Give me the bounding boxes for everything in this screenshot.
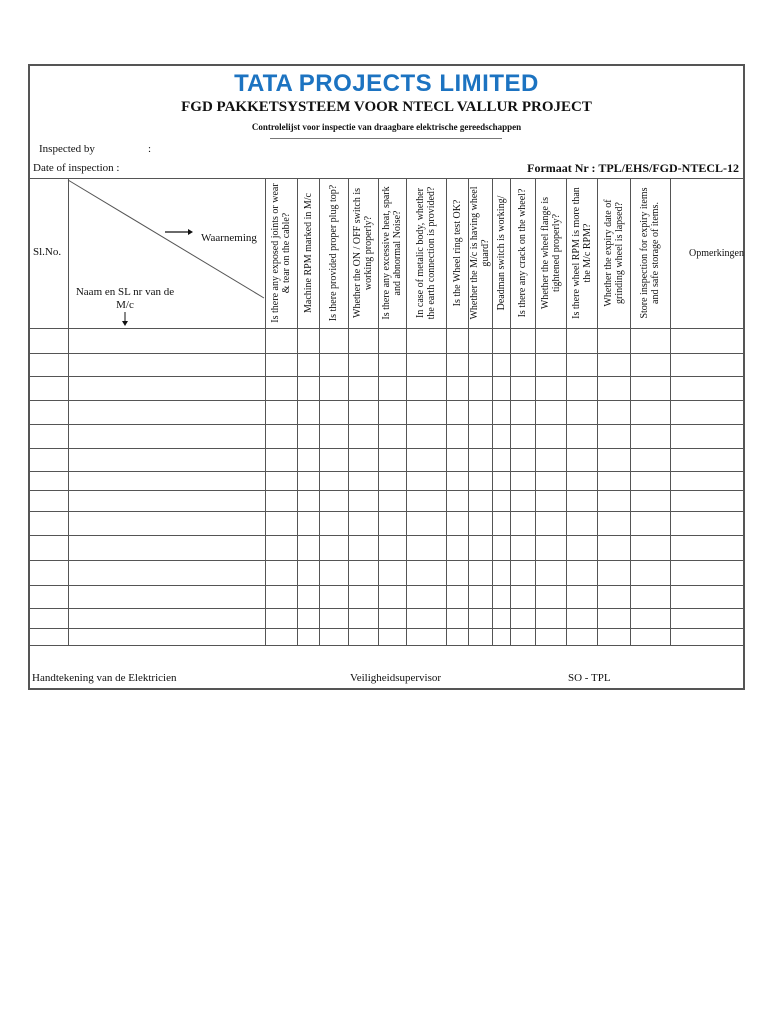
- table-cell[interactable]: [31, 472, 68, 490]
- table-cell[interactable]: [69, 354, 265, 376]
- table-cell[interactable]: [407, 377, 446, 400]
- table-cell[interactable]: [567, 401, 597, 424]
- table-cell[interactable]: [469, 472, 492, 490]
- table-cell[interactable]: [469, 512, 492, 535]
- table-cell[interactable]: [349, 629, 378, 645]
- table-cell[interactable]: [671, 449, 745, 471]
- table-cell[interactable]: [266, 425, 297, 448]
- table-cell[interactable]: [31, 354, 68, 376]
- table-cell[interactable]: [379, 449, 406, 471]
- table-cell[interactable]: [511, 609, 535, 628]
- table-cell[interactable]: [671, 354, 745, 376]
- table-cell[interactable]: [447, 329, 468, 353]
- table-cell[interactable]: [671, 401, 745, 424]
- table-cell[interactable]: [631, 425, 670, 448]
- table-cell[interactable]: [349, 472, 378, 490]
- table-cell[interactable]: [379, 561, 406, 585]
- table-cell[interactable]: [493, 609, 510, 628]
- supervisor-signature-label: Veiligheidsupervisor: [350, 672, 442, 684]
- table-cell[interactable]: [469, 491, 492, 511]
- table-cell[interactable]: [298, 329, 319, 353]
- table-cell[interactable]: [379, 586, 406, 608]
- table-cell[interactable]: [266, 536, 297, 560]
- table-cell[interactable]: [536, 425, 566, 448]
- table-cell[interactable]: [69, 512, 265, 535]
- table-cell[interactable]: [631, 561, 670, 585]
- table-row: [30, 425, 745, 448]
- table-cell[interactable]: [493, 472, 510, 490]
- table-cell[interactable]: [379, 472, 406, 490]
- table-cell[interactable]: [69, 586, 265, 608]
- table-cell[interactable]: [469, 329, 492, 353]
- waarneming-arrowhead-icon: [188, 229, 193, 235]
- table-cell[interactable]: [349, 377, 378, 400]
- company-logo: [30, 70, 743, 98]
- table-row: [30, 536, 745, 560]
- table-cell[interactable]: [31, 491, 68, 511]
- table-cell[interactable]: [493, 449, 510, 471]
- logo-text: PROJECTS LIMITED: [298, 70, 539, 97]
- table-cell[interactable]: [567, 586, 597, 608]
- table-cell[interactable]: [671, 536, 745, 560]
- table-cell[interactable]: [469, 449, 492, 471]
- table-cell[interactable]: [379, 401, 406, 424]
- table-cell[interactable]: [469, 609, 492, 628]
- table-cell[interactable]: [298, 491, 319, 511]
- table-cell[interactable]: [320, 354, 348, 376]
- table-cell[interactable]: [567, 329, 597, 353]
- table-cell[interactable]: [349, 491, 378, 511]
- table-cell[interactable]: [598, 449, 630, 471]
- table-cell[interactable]: [493, 329, 510, 353]
- table-cell[interactable]: [266, 586, 297, 608]
- table-cell[interactable]: [349, 609, 378, 628]
- table-cell[interactable]: [631, 377, 670, 400]
- table-cell[interactable]: [447, 512, 468, 535]
- table-cell[interactable]: [631, 536, 670, 560]
- table-cell[interactable]: [671, 425, 745, 448]
- question-header: Whether the wheel flange is tightened properly?: [539, 196, 562, 310]
- table-cell[interactable]: [31, 609, 68, 628]
- table-cell[interactable]: [31, 629, 68, 645]
- table-cell[interactable]: [511, 329, 535, 353]
- table-cell[interactable]: [407, 536, 446, 560]
- table-cell[interactable]: [671, 629, 745, 645]
- table-cell[interactable]: [31, 329, 68, 353]
- table-row: [30, 491, 745, 511]
- table-row: [30, 449, 745, 471]
- table-cell[interactable]: [671, 512, 745, 535]
- table-cell[interactable]: [379, 377, 406, 400]
- table-cell[interactable]: [493, 401, 510, 424]
- table-cell[interactable]: [671, 491, 745, 511]
- table-cell[interactable]: [536, 329, 566, 353]
- table-cell[interactable]: [447, 472, 468, 490]
- table-cell[interactable]: [598, 512, 630, 535]
- table-row: [30, 561, 745, 585]
- table-cell[interactable]: [536, 536, 566, 560]
- table-cell[interactable]: [407, 586, 446, 608]
- table-cell[interactable]: [320, 401, 348, 424]
- table-cell[interactable]: [407, 354, 446, 376]
- table-cell[interactable]: [536, 449, 566, 471]
- table-cell[interactable]: [511, 354, 535, 376]
- question-header: Whether the ON / OFF switch is working properly?: [352, 188, 374, 318]
- table-cell[interactable]: [631, 586, 670, 608]
- table-cell[interactable]: [493, 586, 510, 608]
- table-cell[interactable]: [320, 377, 348, 400]
- table-cell[interactable]: [536, 561, 566, 585]
- table-cell[interactable]: [69, 629, 265, 645]
- table-cell[interactable]: [69, 561, 265, 585]
- table-cell[interactable]: [266, 377, 297, 400]
- table-cell[interactable]: [511, 512, 535, 535]
- question-header: Is there any exposed joints or wear & tear on the cable?: [270, 183, 292, 323]
- table-cell[interactable]: [447, 561, 468, 585]
- table-cell[interactable]: [349, 536, 378, 560]
- table-cell[interactable]: [511, 425, 535, 448]
- table-cell[interactable]: [379, 354, 406, 376]
- table-cell[interactable]: [536, 629, 566, 645]
- table-cell[interactable]: [469, 401, 492, 424]
- question-header: Whether the M/c is having wheel guard?: [469, 186, 491, 320]
- table-cell[interactable]: [631, 472, 670, 490]
- table-cell[interactable]: [511, 629, 535, 645]
- table-cell[interactable]: [447, 425, 468, 448]
- table-cell[interactable]: [407, 491, 446, 511]
- question-header: Is there any crack on the wheel?: [517, 188, 528, 318]
- table-cell[interactable]: [567, 354, 597, 376]
- table-cell[interactable]: [493, 491, 510, 511]
- table-cell[interactable]: [567, 512, 597, 535]
- waarneming-header: Waarneming: [201, 232, 257, 244]
- table-cell[interactable]: [379, 425, 406, 448]
- table-cell[interactable]: [379, 512, 406, 535]
- table-cell[interactable]: [320, 449, 348, 471]
- table-cell[interactable]: [631, 491, 670, 511]
- table-cell[interactable]: [493, 425, 510, 448]
- table-cell[interactable]: [493, 354, 510, 376]
- question-header: Machine RPM marked in M/c: [302, 193, 314, 313]
- table-cell[interactable]: [631, 629, 670, 645]
- table-cell[interactable]: [320, 329, 348, 353]
- table-cell[interactable]: [298, 354, 319, 376]
- table-cell[interactable]: [469, 561, 492, 585]
- table-cell[interactable]: [31, 449, 68, 471]
- table-row: [30, 512, 745, 535]
- table-cell[interactable]: [298, 629, 319, 645]
- table-cell[interactable]: [266, 609, 297, 628]
- checklist-table: [30, 178, 745, 645]
- table-row: [30, 401, 745, 424]
- table-cell[interactable]: [469, 629, 492, 645]
- table-cell[interactable]: [536, 586, 566, 608]
- table-cell[interactable]: [407, 512, 446, 535]
- table-cell[interactable]: [407, 472, 446, 490]
- naam-header: Naam en SL nr van de M/c: [75, 286, 175, 311]
- table-cell[interactable]: [598, 629, 630, 645]
- table-cell[interactable]: [469, 354, 492, 376]
- table-cell[interactable]: [469, 586, 492, 608]
- question-header: Is there any excessive heat, spark and abnormal Noise?: [381, 186, 403, 320]
- table-cell[interactable]: [671, 561, 745, 585]
- table-cell[interactable]: [349, 329, 378, 353]
- form-subtitle: Controlelijst voor inspectie van draagbare elektrische gereedschappen: [251, 122, 522, 132]
- table-cell[interactable]: [447, 377, 468, 400]
- table-cell[interactable]: [511, 586, 535, 608]
- table-cell[interactable]: [536, 401, 566, 424]
- table-cell[interactable]: [31, 401, 68, 424]
- table-cell[interactable]: [631, 449, 670, 471]
- table-cell[interactable]: [266, 512, 297, 535]
- electrician-signature-label: Handtekening van de Elektricien: [32, 672, 177, 684]
- table-cell[interactable]: [266, 629, 297, 645]
- table-cell[interactable]: [298, 449, 319, 471]
- table-cell[interactable]: [379, 536, 406, 560]
- table-cell[interactable]: [511, 377, 535, 400]
- table-row: [30, 609, 745, 628]
- table-cell[interactable]: [567, 449, 597, 471]
- table-cell[interactable]: [511, 449, 535, 471]
- question-header: Is there wheel RPM is more than the M/c RPM?: [570, 187, 593, 319]
- table-cell[interactable]: [407, 629, 446, 645]
- table-cell[interactable]: [407, 329, 446, 353]
- table-cell[interactable]: [493, 377, 510, 400]
- table-cell[interactable]: [493, 561, 510, 585]
- table-cell[interactable]: [447, 629, 468, 645]
- table-cell[interactable]: [31, 536, 68, 560]
- table-cell[interactable]: [349, 449, 378, 471]
- table-cell[interactable]: [379, 491, 406, 511]
- table-cell[interactable]: [349, 425, 378, 448]
- table-cell[interactable]: [266, 329, 297, 353]
- table-cell[interactable]: [320, 629, 348, 645]
- question-header: Store inspection for expiry items and safe storage of items.: [639, 187, 661, 319]
- table-cell[interactable]: [598, 609, 630, 628]
- table-cell[interactable]: [320, 609, 348, 628]
- table-cell[interactable]: [447, 449, 468, 471]
- table-cell[interactable]: [69, 449, 265, 471]
- table-row: [30, 472, 745, 490]
- table-cell[interactable]: [69, 491, 265, 511]
- table-cell[interactable]: [536, 512, 566, 535]
- table-cell[interactable]: [447, 609, 468, 628]
- table-cell[interactable]: [511, 401, 535, 424]
- table-cell[interactable]: [567, 609, 597, 628]
- table-cell[interactable]: [511, 536, 535, 560]
- table-cell[interactable]: [320, 512, 348, 535]
- table-cell[interactable]: [598, 586, 630, 608]
- table-cell[interactable]: [31, 561, 68, 585]
- table-cell[interactable]: [536, 377, 566, 400]
- table-cell[interactable]: [598, 377, 630, 400]
- table-cell[interactable]: [671, 472, 745, 490]
- table-cell[interactable]: [536, 609, 566, 628]
- table-cell[interactable]: [379, 329, 406, 353]
- table-cell[interactable]: [31, 377, 68, 400]
- table-cell[interactable]: [536, 354, 566, 376]
- table-cell[interactable]: [598, 491, 630, 511]
- table-cell[interactable]: [69, 536, 265, 560]
- naam-arrowhead-icon: [122, 321, 128, 326]
- table-cell[interactable]: [407, 609, 446, 628]
- table-row: [30, 329, 745, 353]
- table-cell[interactable]: [671, 377, 745, 400]
- opmerkingen-header: Opmerkingen: [689, 248, 744, 259]
- table-cell[interactable]: [598, 536, 630, 560]
- table-cell[interactable]: [567, 472, 597, 490]
- table-row: [30, 629, 745, 645]
- table-cell[interactable]: [447, 354, 468, 376]
- table-cell[interactable]: [671, 586, 745, 608]
- question-header: Deadman switch is working/: [495, 195, 507, 311]
- table-cell[interactable]: [69, 425, 265, 448]
- table-cell[interactable]: [298, 377, 319, 400]
- table-top-border: [30, 178, 745, 179]
- table-cell[interactable]: [298, 472, 319, 490]
- table-cell[interactable]: [298, 425, 319, 448]
- table-cell[interactable]: [266, 401, 297, 424]
- table-cell[interactable]: [69, 401, 265, 424]
- question-header: In case of metalic body, whether the earth connection is provided?: [415, 186, 437, 320]
- table-cell[interactable]: [298, 401, 319, 424]
- table-cell[interactable]: [407, 449, 446, 471]
- question-header: Whether the expiry date of grinding wheel is lapsed?: [602, 199, 625, 307]
- table-cell[interactable]: [349, 354, 378, 376]
- table-cell[interactable]: [298, 512, 319, 535]
- table-cell[interactable]: [31, 586, 68, 608]
- table-cell[interactable]: [598, 329, 630, 353]
- table-cell[interactable]: [493, 629, 510, 645]
- date-of-inspection-label: Date of inspection :: [33, 162, 120, 174]
- inspected-by-colon: :: [148, 143, 152, 155]
- table-cell[interactable]: [298, 609, 319, 628]
- table-cell[interactable]: [469, 425, 492, 448]
- question-header: Is there provided proper plug top?: [328, 184, 339, 322]
- table-cell[interactable]: [31, 512, 68, 535]
- table-cell[interactable]: [349, 512, 378, 535]
- table-cell[interactable]: [567, 491, 597, 511]
- table-cell[interactable]: [598, 401, 630, 424]
- table-cell[interactable]: [69, 472, 265, 490]
- form-title: FGD PAKKETSYSTEEM VOOR NTECL VALLUR PROJECT: [181, 99, 592, 115]
- table-cell[interactable]: [407, 401, 446, 424]
- question-header: Is the Wheel ring test OK?: [451, 199, 463, 307]
- table-cell[interactable]: [598, 354, 630, 376]
- table-cell[interactable]: [598, 472, 630, 490]
- logo-brand: TATA: [234, 70, 293, 97]
- table-cell[interactable]: [298, 536, 319, 560]
- table-row-line: [30, 645, 745, 646]
- table-cell[interactable]: [320, 472, 348, 490]
- table-cell[interactable]: [407, 425, 446, 448]
- table-cell[interactable]: [671, 609, 745, 628]
- table-cell[interactable]: [447, 401, 468, 424]
- table-cell[interactable]: [511, 561, 535, 585]
- table-row: [30, 377, 745, 400]
- table-cell[interactable]: [447, 536, 468, 560]
- table-cell[interactable]: [567, 425, 597, 448]
- table-cell[interactable]: [69, 329, 265, 353]
- table-cell[interactable]: [631, 401, 670, 424]
- table-cell[interactable]: [298, 586, 319, 608]
- table-cell[interactable]: [69, 377, 265, 400]
- table-cell[interactable]: [266, 472, 297, 490]
- table-cell[interactable]: [349, 401, 378, 424]
- table-cell[interactable]: [511, 472, 535, 490]
- table-cell[interactable]: [320, 561, 348, 585]
- table-cell[interactable]: [266, 449, 297, 471]
- table-cell[interactable]: [379, 629, 406, 645]
- table-cell[interactable]: [631, 512, 670, 535]
- table-cell[interactable]: [349, 561, 378, 585]
- table-cell[interactable]: [631, 354, 670, 376]
- table-cell[interactable]: [266, 354, 297, 376]
- table-cell[interactable]: [511, 491, 535, 511]
- table-cell[interactable]: [407, 561, 446, 585]
- table-cell[interactable]: [379, 609, 406, 628]
- table-cell[interactable]: [298, 561, 319, 585]
- table-cell[interactable]: [320, 425, 348, 448]
- table-cell[interactable]: [320, 491, 348, 511]
- table-cell[interactable]: [567, 536, 597, 560]
- table-cell[interactable]: [447, 491, 468, 511]
- table-cell[interactable]: [320, 536, 348, 560]
- table-cell[interactable]: [567, 561, 597, 585]
- table-cell[interactable]: [536, 472, 566, 490]
- table-cell[interactable]: [320, 586, 348, 608]
- table-cell[interactable]: [266, 561, 297, 585]
- so-tpl-signature-label: SO - TPL: [568, 672, 611, 684]
- table-cell[interactable]: [469, 536, 492, 560]
- inspection-form: [28, 64, 745, 690]
- table-cell[interactable]: [598, 425, 630, 448]
- table-cell[interactable]: [69, 609, 265, 628]
- table-cell[interactable]: [493, 512, 510, 535]
- table-cell[interactable]: [567, 629, 597, 645]
- table-cell[interactable]: [349, 586, 378, 608]
- table-cell[interactable]: [567, 377, 597, 400]
- table-cell[interactable]: [447, 586, 468, 608]
- table-cell[interactable]: [31, 425, 68, 448]
- table-row: [30, 586, 745, 608]
- table-cell[interactable]: [631, 609, 670, 628]
- table-cell[interactable]: [631, 329, 670, 353]
- table-cell[interactable]: [493, 536, 510, 560]
- table-cell[interactable]: [598, 561, 630, 585]
- subtitle-underline: [270, 138, 502, 139]
- table-cell[interactable]: [469, 377, 492, 400]
- format-number: Formaat Nr : TPL/EHS/FGD-NTECL-12: [527, 161, 739, 175]
- table-cell[interactable]: [536, 491, 566, 511]
- table-cell[interactable]: [266, 491, 297, 511]
- table-cell[interactable]: [671, 329, 745, 353]
- table-row: [30, 354, 745, 376]
- inspected-by-label: Inspected by: [39, 143, 95, 155]
- sl-no-header: Sl.No.: [33, 246, 62, 258]
